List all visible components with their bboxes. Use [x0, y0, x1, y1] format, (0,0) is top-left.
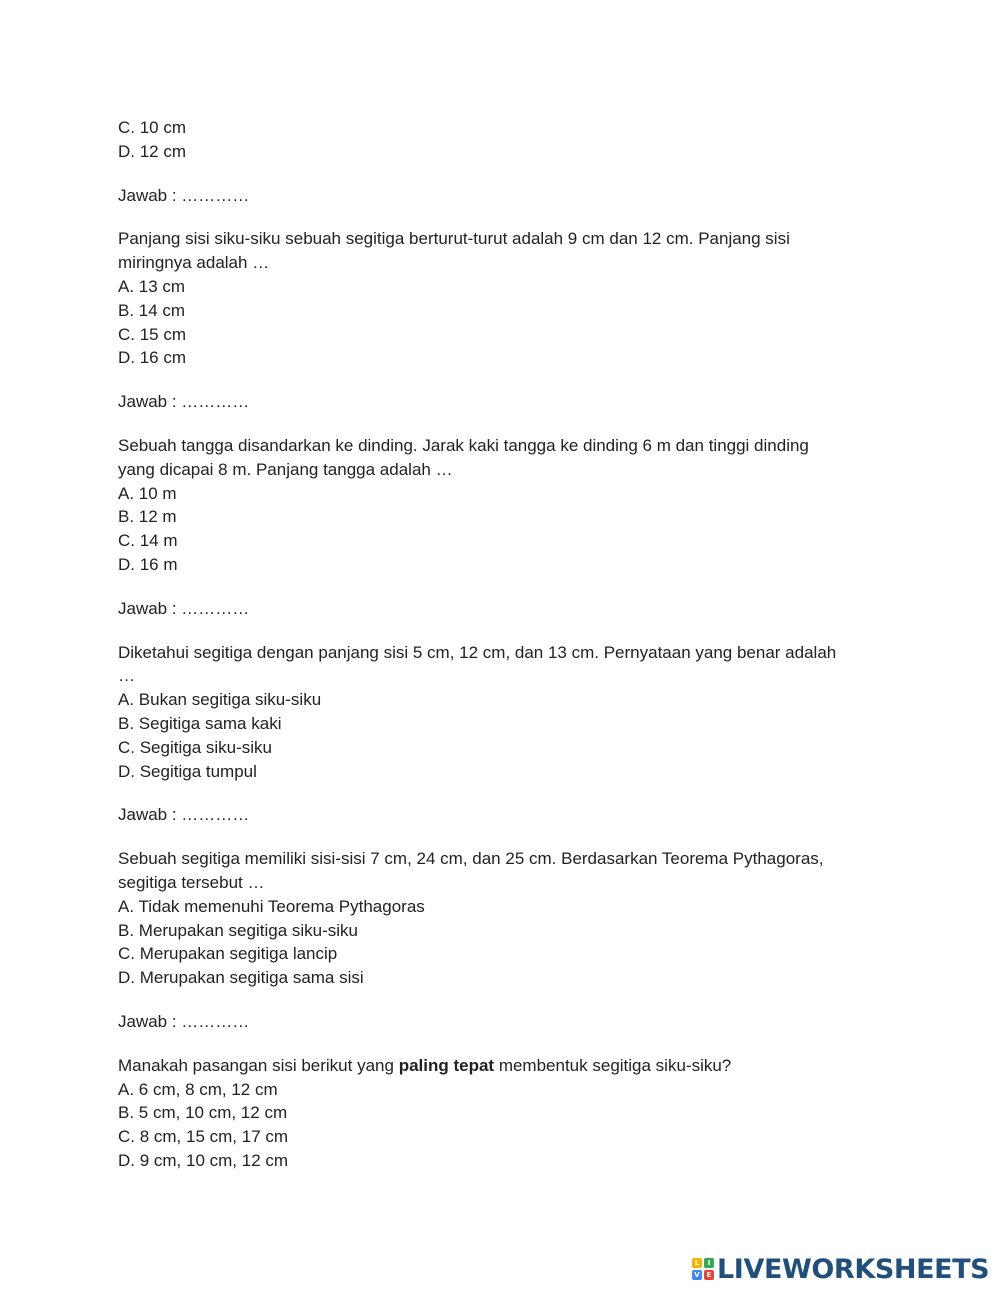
liveworksheets-logo-mark: [692, 1258, 714, 1280]
question-text: segitiga tersebut …: [118, 872, 265, 892]
question-text: miringnya adalah …: [118, 253, 270, 273]
answer-option: D. 16 cm: [118, 348, 187, 368]
line-gap: [118, 1034, 888, 1054]
answer-option: B. 12 m: [118, 507, 177, 527]
answer-option: C. Segitiga siku-siku: [118, 737, 273, 757]
line-gap: [118, 621, 888, 641]
question-text-part: membentuk segitiga siku-siku?: [494, 1055, 732, 1075]
answer-option: A. 13 cm: [118, 276, 186, 296]
line-gap: [118, 414, 888, 434]
answer-option: D. Merupakan segitiga sama sisi: [118, 968, 364, 988]
answer-option: D. Segitiga tumpul: [118, 761, 257, 781]
answer-blank: Jawab : …………: [118, 805, 250, 825]
worksheet-content: [118, 116, 888, 1173]
liveworksheets-logo-text: LIVEWORKSHEETS: [717, 1253, 990, 1285]
answer-option: B. 14 cm: [118, 300, 186, 320]
answer-blank: Jawab : …………: [118, 392, 250, 412]
answer-option: D. 12 cm: [118, 141, 187, 161]
line-gap: [118, 370, 888, 390]
answer-option: C. 15 cm: [118, 324, 187, 344]
line-gap: [118, 783, 888, 803]
answer-option: A. Tidak memenuhi Teorema Pythagoras: [118, 896, 425, 916]
answer-option: C. 8 cm, 15 cm, 17 cm: [118, 1127, 289, 1147]
answer-option: C. 10 cm: [118, 118, 187, 137]
question-text: …: [118, 666, 135, 686]
line-gap: [118, 990, 888, 1010]
question-text-part: Manakah pasangan sisi berikut yang: [118, 1055, 399, 1075]
answer-option: B. Merupakan segitiga siku-siku: [118, 920, 359, 940]
answer-blank: Jawab : …………: [118, 598, 250, 618]
answer-option: D. 9 cm, 10 cm, 12 cm: [118, 1150, 289, 1170]
logo-mark-tile: I: [704, 1258, 714, 1268]
question-text-emphasis: paling tepat: [398, 1055, 495, 1075]
answer-option: C. Merupakan segitiga lancip: [118, 944, 338, 964]
line-gap: [118, 207, 888, 227]
answer-option: C. 14 m: [118, 531, 178, 551]
answer-blank: Jawab : …………: [118, 1011, 250, 1031]
question-text: Panjang sisi siku-siku sebuah segitiga berturut-turut adalah 9 cm dan 12 cm. Panjang sisi: [118, 229, 790, 249]
answer-blank: Jawab : …………: [118, 185, 250, 205]
answer-option: B. Segitiga sama kaki: [118, 713, 282, 733]
logo-mark-tile: E: [704, 1270, 714, 1280]
line-gap: [118, 164, 888, 184]
answer-option: A. 10 m: [118, 483, 177, 503]
line-gap: [118, 827, 888, 847]
question-text: [118, 1054, 888, 1078]
line-gap: [118, 577, 888, 597]
question-text: Sebuah segitiga memiliki sisi-sisi 7 cm, 24 cm, dan 25 cm. Berdasarkan Teorema Pythagoras,: [118, 849, 824, 869]
question-text: Sebuah tangga disandarkan ke dinding. Jarak kaki tangga ke dinding 6 m dan tinggi dinding: [118, 435, 809, 455]
liveworksheets-logo: [692, 1254, 989, 1284]
logo-mark-tile: L: [692, 1258, 702, 1268]
answer-option: D. 16 m: [118, 554, 178, 574]
question-text: yang dicapai 8 m. Panjang tangga adalah …: [118, 459, 453, 479]
question-text: Diketahui segitiga dengan panjang sisi 5 cm, 12 cm, dan 13 cm. Pernyataan yang benar adalah: [118, 642, 837, 662]
answer-option: A. 6 cm, 8 cm, 12 cm: [118, 1079, 278, 1099]
logo-mark-tile: V: [692, 1270, 702, 1280]
answer-option: A. Bukan segitiga siku-siku: [118, 690, 322, 710]
answer-option: B. 5 cm, 10 cm, 12 cm: [118, 1103, 288, 1123]
